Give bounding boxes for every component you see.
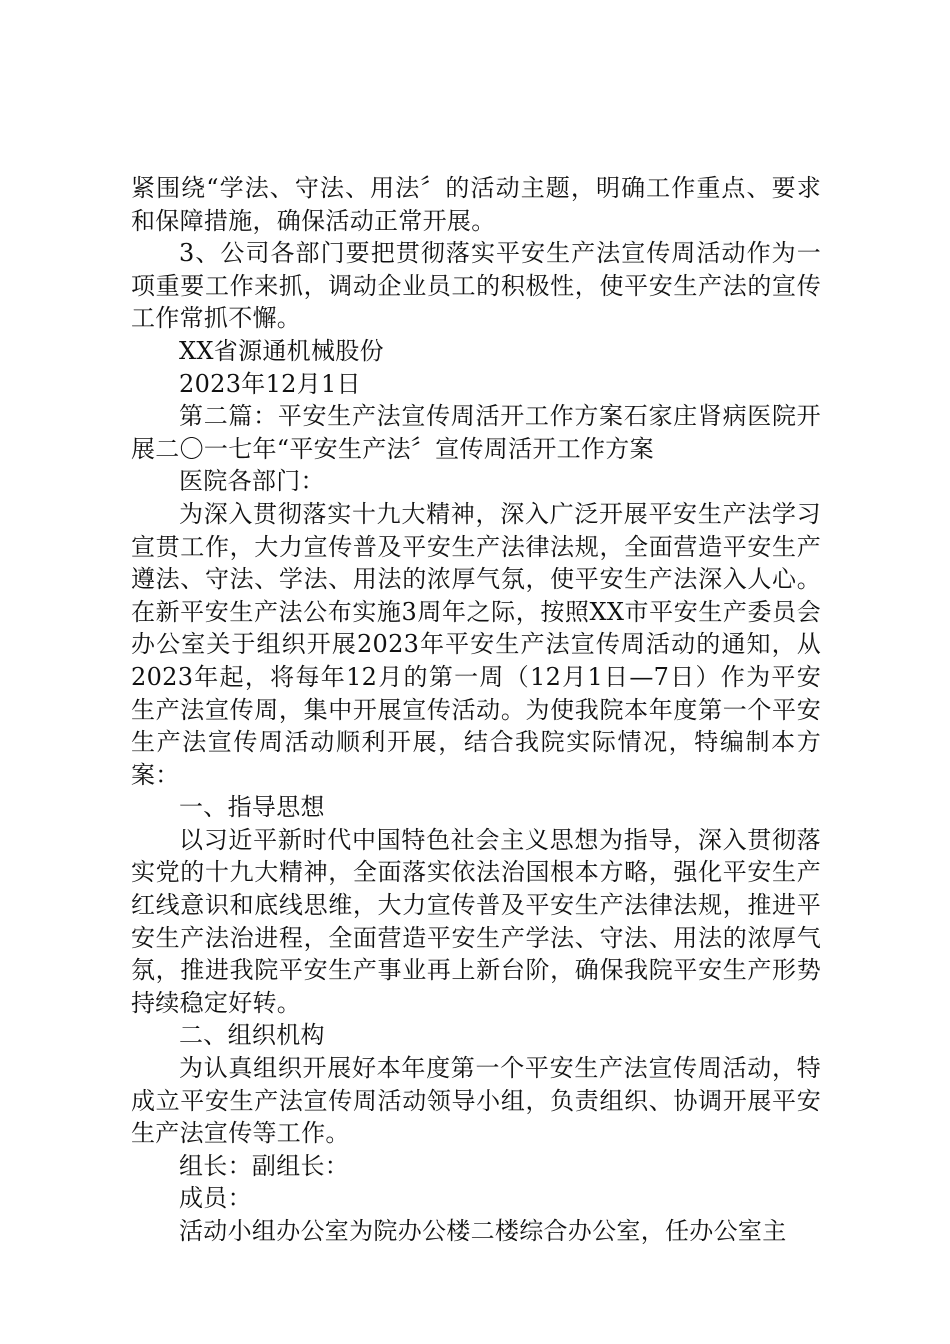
members-line: 成员：	[179, 1184, 252, 1213]
paragraph-continuation: 紧围绕“学法、守法、用法〞的活动主题，明确工作重点、要求和保障措施，确保活动正常开展。	[131, 174, 821, 235]
heading-guiding-ideology: 一、指导思想	[179, 793, 325, 822]
paragraph-guiding-ideology: 以习近平新时代中国特色社会主义思想为指导，深入贯彻落实党的十九大精神，全面落实依法治国根本方略，强化平安生产红线意识和底线思维，大力宣传普及平安生产法律法规，推进平安生产法治进程，全面营造平安生产学法、守法、用法的浓厚气氛，推进我院平安生产事业再上新台阶，确保我院平安生产形势持续稳定好转。	[131, 825, 821, 1017]
heading-organization: 二、组织机构	[179, 1021, 325, 1050]
paragraph-office: 活动小组办公室为院办公楼二楼综合办公室，任办公室主	[179, 1217, 787, 1245]
paragraph-intro: 为深入贯彻落实十九大精神，深入广泛开展平安生产法学习宣贯工作，大力宣传普及平安生产法律法规，全面营造平安生产遵法、守法、学法、用法的浓厚气氛，使平安生产法深入人心。在新平安生产法公布实施3周年之际，按照XX市平安生产委员会办公室关于组织开展2023年平安生产法宣传周活动的通知，从2023年起，将每年12月的第一周（12月1日—7日）作为平安生产法宣传周，集中开展宣传活动。为使我院本年度第一个平安生产法宣传周活动顺利开展，结合我院实际情况，特编制本方案：	[131, 499, 821, 789]
document-body	[131, 172, 821, 1248]
section-title-part-two: 第二篇：平安生产法宣传周活开工作方案石家庄肾病医院开展二〇一七年“平安生产法〞宣传周活开工作方案	[131, 402, 821, 463]
document-date: 2023年12月1日	[179, 369, 361, 398]
paragraph-organization: 为认真组织开展好本年度第一个平安生产法宣传周活动，特成立平安生产法宣传周活动领导小组，负责组织、协调开展平安生产法宣传等工作。	[131, 1054, 821, 1148]
leaders-line: 组长：副组长：	[179, 1151, 350, 1180]
salutation: 医院各部门：	[179, 467, 325, 496]
paragraph-item-3: 3、公司各部门要把贯彻落实平安生产法宣传周活动作为一项重要工作来抓，调动企业员工的积极性，使平安生产法的宣传工作常抓不懈。	[131, 239, 821, 333]
company-name: XX省源通机械股份	[179, 336, 384, 365]
